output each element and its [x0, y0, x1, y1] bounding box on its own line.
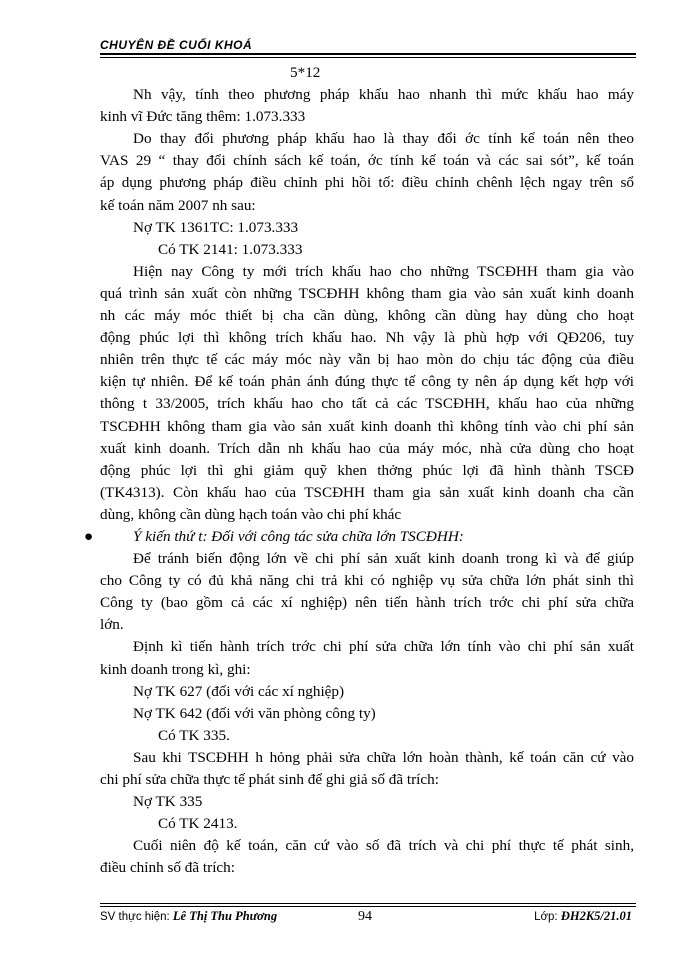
- page-body: [84, 62, 634, 879]
- paragraph-line: kinh doanh trong kì, ghi:: [100, 660, 251, 678]
- paragraph-line: áp dụng phương pháp điều chỉnh phi hồi tố: điều chỉnh chênh lệch ngay trên sổ: [100, 174, 634, 192]
- header-rule-thick: [100, 53, 636, 55]
- journal-entry-debit: Nợ TK 1361TC: 1.073.333: [133, 218, 299, 236]
- bullet-icon: ●: [84, 527, 94, 545]
- header-title: CHUYÊN ĐỀ CUỐI KHOÁ: [100, 38, 253, 52]
- journal-entry-debit: Nợ TK 627 (đối với các xí nghiệp): [133, 682, 345, 700]
- paragraph-line: Do thay đổi phương pháp khấu hao là thay đổi ớc tính kế toán nên theo: [133, 130, 634, 148]
- paragraph-line: lớn.: [100, 616, 124, 634]
- paragraph-line: Để tránh biến động lớn về chi phí sản xuất kinh doanh trong kì và để giúp: [133, 550, 634, 568]
- footer-rule: [100, 906, 636, 907]
- footer-row: [100, 909, 636, 927]
- paragraph-line: chi phí sửa chữa thực tế phát sinh để ghi giả số đã trích:: [100, 771, 439, 788]
- paragraph-line: thông t 33/2005, trích khấu hao cho tất cả các TSCĐHH, khấu hao của những: [100, 395, 634, 413]
- paragraph-line: dùng, không cần dùng hạch toán vào chi phí khác: [100, 505, 402, 523]
- footer-class-name: ĐH2K5/21.01: [560, 909, 632, 923]
- journal-entry-credit: Có TK 335.: [158, 726, 230, 744]
- journal-entry-credit: Có TK 2141: 1.073.333: [158, 240, 303, 258]
- paragraph-line: quá trình sản xuất còn những TSCĐHH không tham gia vào sản xuất kinh doanh: [100, 284, 634, 302]
- paragraph-line: Hiện nay Công ty mới trích khấu hao cho những TSCĐHH tham gia vào: [133, 262, 634, 280]
- footer-rule: [100, 903, 636, 904]
- journal-entry-credit: Có TK 2413.: [158, 815, 238, 833]
- paragraph-line: Cuối niên độ kế toán, căn cứ vào số đã trích và chi phí thực tế phát sinh,: [133, 837, 634, 855]
- paragraph-line: cho Công ty có đủ khả năng chi trả khi có nghiệp vụ sửa chữa lớn phát sinh thì: [100, 572, 634, 590]
- section-heading: [84, 526, 634, 548]
- section-heading-text: Ý kiến thứ t: Đối với công tác sửa chữa lớn TSCĐHH:: [133, 527, 464, 545]
- paragraph-line: (TK4313). Còn khấu hao của TSCĐHH tham gia sản xuất kinh doanh cha cần: [100, 483, 634, 501]
- journal-entry-debit: Nợ TK 642 (đối với văn phòng công ty): [133, 704, 376, 722]
- footer-student-label: SV thực hiện:: [100, 911, 170, 923]
- paragraph-line: Công ty (bao gồm cả các xí nghiệp) nên tiến hành trích trớc chi phí sửa chữa: [100, 594, 634, 612]
- page-header: [100, 38, 636, 58]
- paragraph-line: nh các máy móc thiết bị cha cần dùng, không cần dùng hay dùng cho hoạt: [100, 307, 634, 325]
- paragraph-line: nhiên trên thực tế các máy móc này vẫn bị hao mòn do chịu tác động của điều: [100, 351, 634, 369]
- paragraph-line: kiện tự nhiên. Để kế toán phản ánh đúng thực tế công ty nên áp dụng kết hợp với: [100, 373, 634, 391]
- footer-student-name: Lê Thị Thu Phương: [172, 909, 278, 923]
- paragraph-line: kế toán năm 2007 nh sau:: [100, 196, 256, 214]
- paragraph-line: Định kì tiến hành trích trớc chi phí sửa chữa lớn tính vào chi phí sản xuất: [133, 638, 634, 656]
- paragraph-line: động phúc lợi thì không trích khấu hao. Nh vậy là phù hợp với QĐ206, tuy: [100, 329, 634, 347]
- paragraph-line: Sau khi TSCĐHH h hỏng phải sửa chữa lớn hoàn thành, kế toán căn cứ vào: [133, 748, 634, 766]
- footer-class: [534, 909, 632, 924]
- paragraph-line: VAS 29 “ thay đổi chính sách kế toán, ớc tính kế toán và các sai sót”, kế toán: [100, 152, 634, 170]
- paragraph-line: TSCĐHH không tham gia vào sản xuất kinh doanh thì không tính vào chi phí sản: [100, 417, 634, 435]
- page-footer: [100, 903, 636, 927]
- paragraph-line: động phúc lợi thì ghi giảm quỹ khen thởng phúc lợi đã hình thành TSCĐ: [100, 461, 634, 479]
- paragraph-line: xuất kinh doanh. Trích dẫn nh khấu hao của máy móc, nhà cửa dùng cho hoạt: [100, 439, 634, 457]
- header-rule-thin: [100, 57, 636, 58]
- paragraph-line: điều chỉnh số đã trích:: [100, 859, 235, 877]
- formula-denominator: 5*12: [290, 64, 321, 81]
- footer-student: [100, 909, 277, 924]
- paragraph-line: kinh vĩ Đức tăng thêm: 1.073.333: [100, 108, 306, 126]
- journal-entry-debit: Nợ TK 335: [133, 793, 203, 811]
- page-number: 94: [358, 909, 372, 924]
- paragraph-line: Nh vậy, tính theo phương pháp khấu hao nhanh thì mức khấu hao máy: [133, 86, 634, 104]
- footer-class-label: Lớp:: [534, 911, 558, 923]
